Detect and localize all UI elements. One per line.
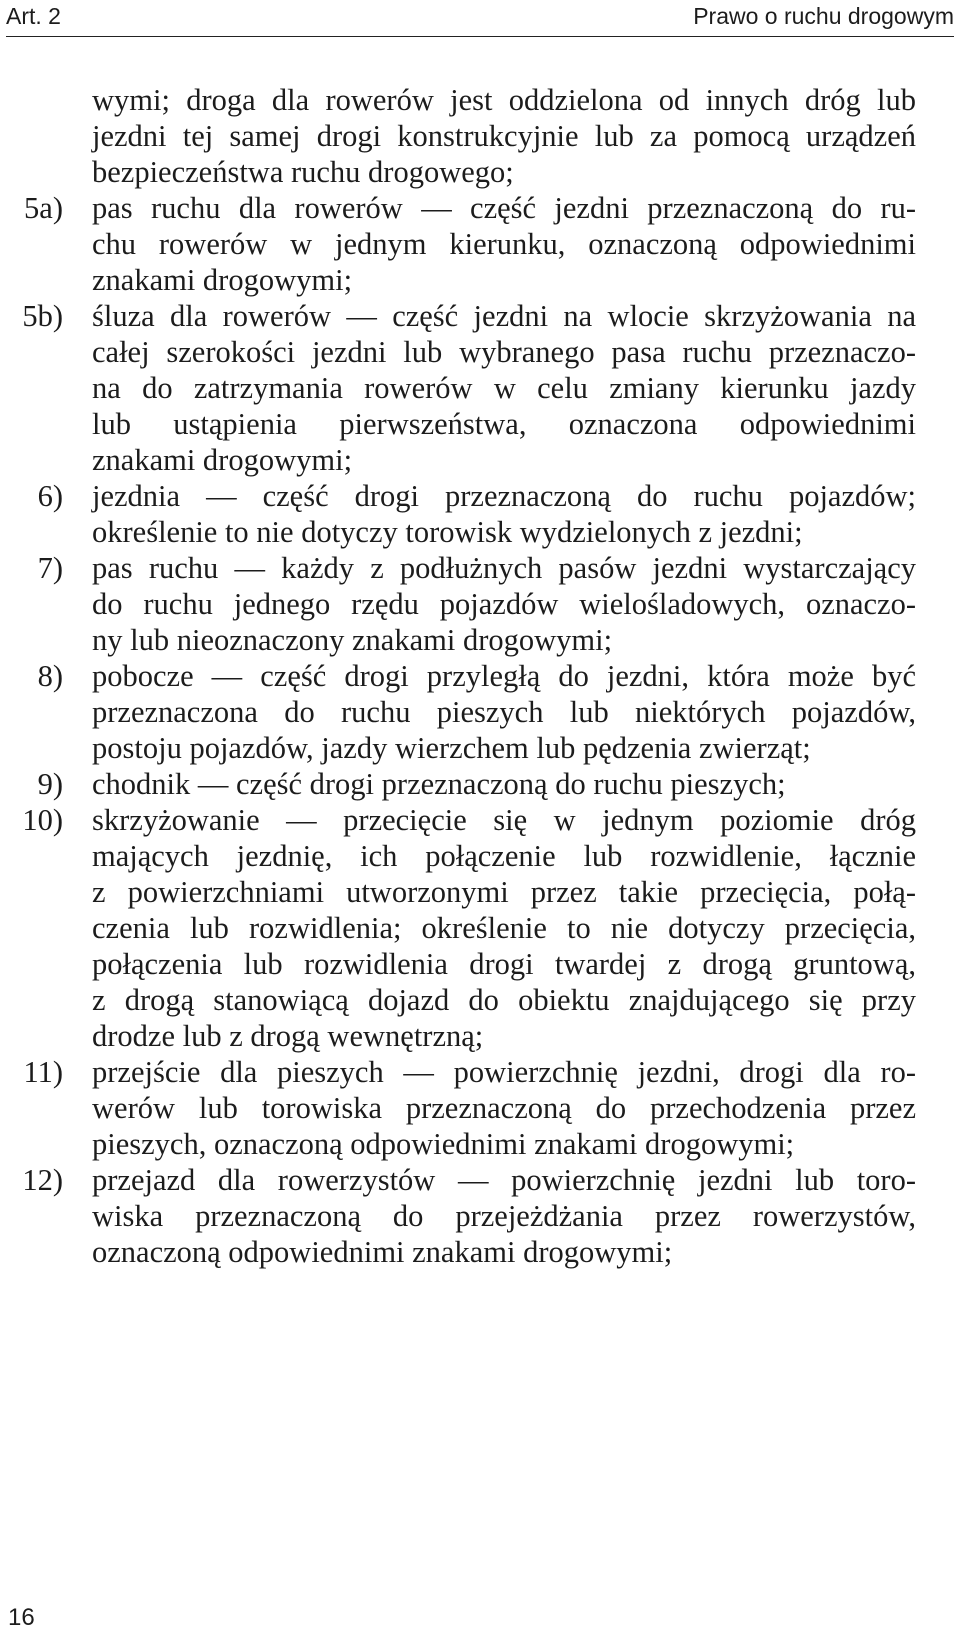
text-line: skrzyżowanie — przecięcie się w jednym poziomie dróg bbox=[92, 803, 916, 837]
text-line: drodze lub z drogą wewnętrzną; bbox=[92, 1019, 484, 1053]
text-line: chodnik — część drogi przeznaczoną do ruchu pieszych; bbox=[92, 767, 786, 801]
definition-item bbox=[0, 550, 960, 658]
item-number: 10) bbox=[22, 803, 63, 837]
definition-item bbox=[0, 1054, 960, 1162]
definition-item bbox=[0, 1162, 960, 1270]
article-label: Art. 2 bbox=[6, 3, 61, 29]
text-line: postoju pojazdów, jazdy wierzchem lub pędzenia zwierząt; bbox=[92, 731, 811, 765]
item-number: 12) bbox=[22, 1163, 63, 1197]
text-line: werów lub torowiska przeznaczoną do przechodzenia przez bbox=[92, 1091, 916, 1125]
text-line: do ruchu jednego rzędu pojazdów wielośladowych, oznaczo- bbox=[92, 587, 916, 621]
definition-item bbox=[0, 658, 960, 766]
text-line: z powierzchniami utworzonymi przez takie przecięcia, połą- bbox=[92, 875, 916, 909]
page-number: 16 bbox=[8, 1604, 35, 1631]
text-line: jezdni tej samej drogi konstrukcyjnie lub za pomocą urządzeń bbox=[92, 119, 916, 153]
item-number: 5a) bbox=[24, 191, 63, 225]
definition-item bbox=[0, 190, 960, 298]
text-line: przejazd dla rowerzystów — powierzchnię jezdni lub toro- bbox=[92, 1163, 916, 1197]
item-number: 5b) bbox=[22, 299, 63, 333]
text-line: wiska przeznaczoną do przejeżdżania przez rowerzystów, bbox=[92, 1199, 916, 1233]
text-line: chu rowerów w jednym kierunku, oznaczoną odpowiednimi bbox=[92, 227, 916, 261]
text-line: jezdnia — część drogi przeznaczoną do ruchu pojazdów; bbox=[92, 479, 916, 513]
text-line: całej szerokości jezdni lub wybranego pasa ruchu przeznaczo- bbox=[92, 335, 916, 369]
text-line: znakami drogowymi; bbox=[92, 443, 353, 477]
item-number: 11) bbox=[23, 1055, 63, 1089]
definitions-list bbox=[0, 82, 960, 1270]
text-line: śluza dla rowerów — część jezdni na wlocie skrzyżowania na bbox=[92, 299, 916, 333]
running-title: Prawo o ruchu drogowym bbox=[693, 3, 954, 29]
page-header bbox=[6, 0, 954, 37]
definition-item bbox=[0, 478, 960, 550]
item-number: 6) bbox=[37, 479, 63, 513]
item-number: 8) bbox=[37, 659, 63, 693]
text-line: mających jezdnię, ich połączenie lub rozwidlenie, łącznie bbox=[92, 839, 916, 873]
definition-item bbox=[0, 802, 960, 1054]
text-line: ny lub nieoznaczony znakami drogowymi; bbox=[92, 623, 613, 657]
text-line: z drogą stanowiącą dojazd do obiektu znajdującego się przy bbox=[92, 983, 916, 1017]
text-line: na do zatrzymania rowerów w celu zmiany kierunku jazdy bbox=[92, 371, 916, 405]
text-line: wymi; droga dla rowerów jest oddzielona od innych dróg lub bbox=[92, 83, 916, 117]
text-line: bezpieczeństwa ruchu drogowego; bbox=[92, 155, 514, 189]
text-line: przejście dla pieszych — powierzchnię jezdni, drogi dla ro- bbox=[92, 1055, 916, 1089]
text-line: pieszych, oznaczoną odpowiednimi znakami drogowymi; bbox=[92, 1127, 795, 1161]
text-line: pas ruchu — każdy z podłużnych pasów jezdni wystarczający bbox=[92, 551, 916, 585]
definition-item bbox=[0, 82, 960, 190]
text-line: połączenia lub rozwidlenia drogi twardej z drogą gruntową, bbox=[92, 947, 916, 981]
text-line: znakami drogowymi; bbox=[92, 263, 353, 297]
text-line: przeznaczona do ruchu pieszych lub niektórych pojazdów, bbox=[92, 695, 916, 729]
text-line: lub ustąpienia pierwszeństwa, oznaczona odpowiednimi bbox=[92, 407, 916, 441]
item-number: 7) bbox=[37, 551, 63, 585]
definition-item bbox=[0, 298, 960, 478]
text-line: pas ruchu dla rowerów — część jezdni przeznaczoną do ru- bbox=[92, 191, 916, 225]
definition-item bbox=[0, 766, 960, 802]
text-line: pobocze — część drogi przyległą do jezdni, która może być bbox=[92, 659, 916, 693]
text-line: czenia lub rozwidlenia; określenie to nie dotyczy przecięcia, bbox=[92, 911, 916, 945]
item-number: 9) bbox=[37, 767, 63, 801]
text-line: oznaczoną odpowiednimi znakami drogowymi; bbox=[92, 1235, 673, 1269]
text-line: określenie to nie dotyczy torowisk wydzielonych z jezdni; bbox=[92, 515, 803, 549]
